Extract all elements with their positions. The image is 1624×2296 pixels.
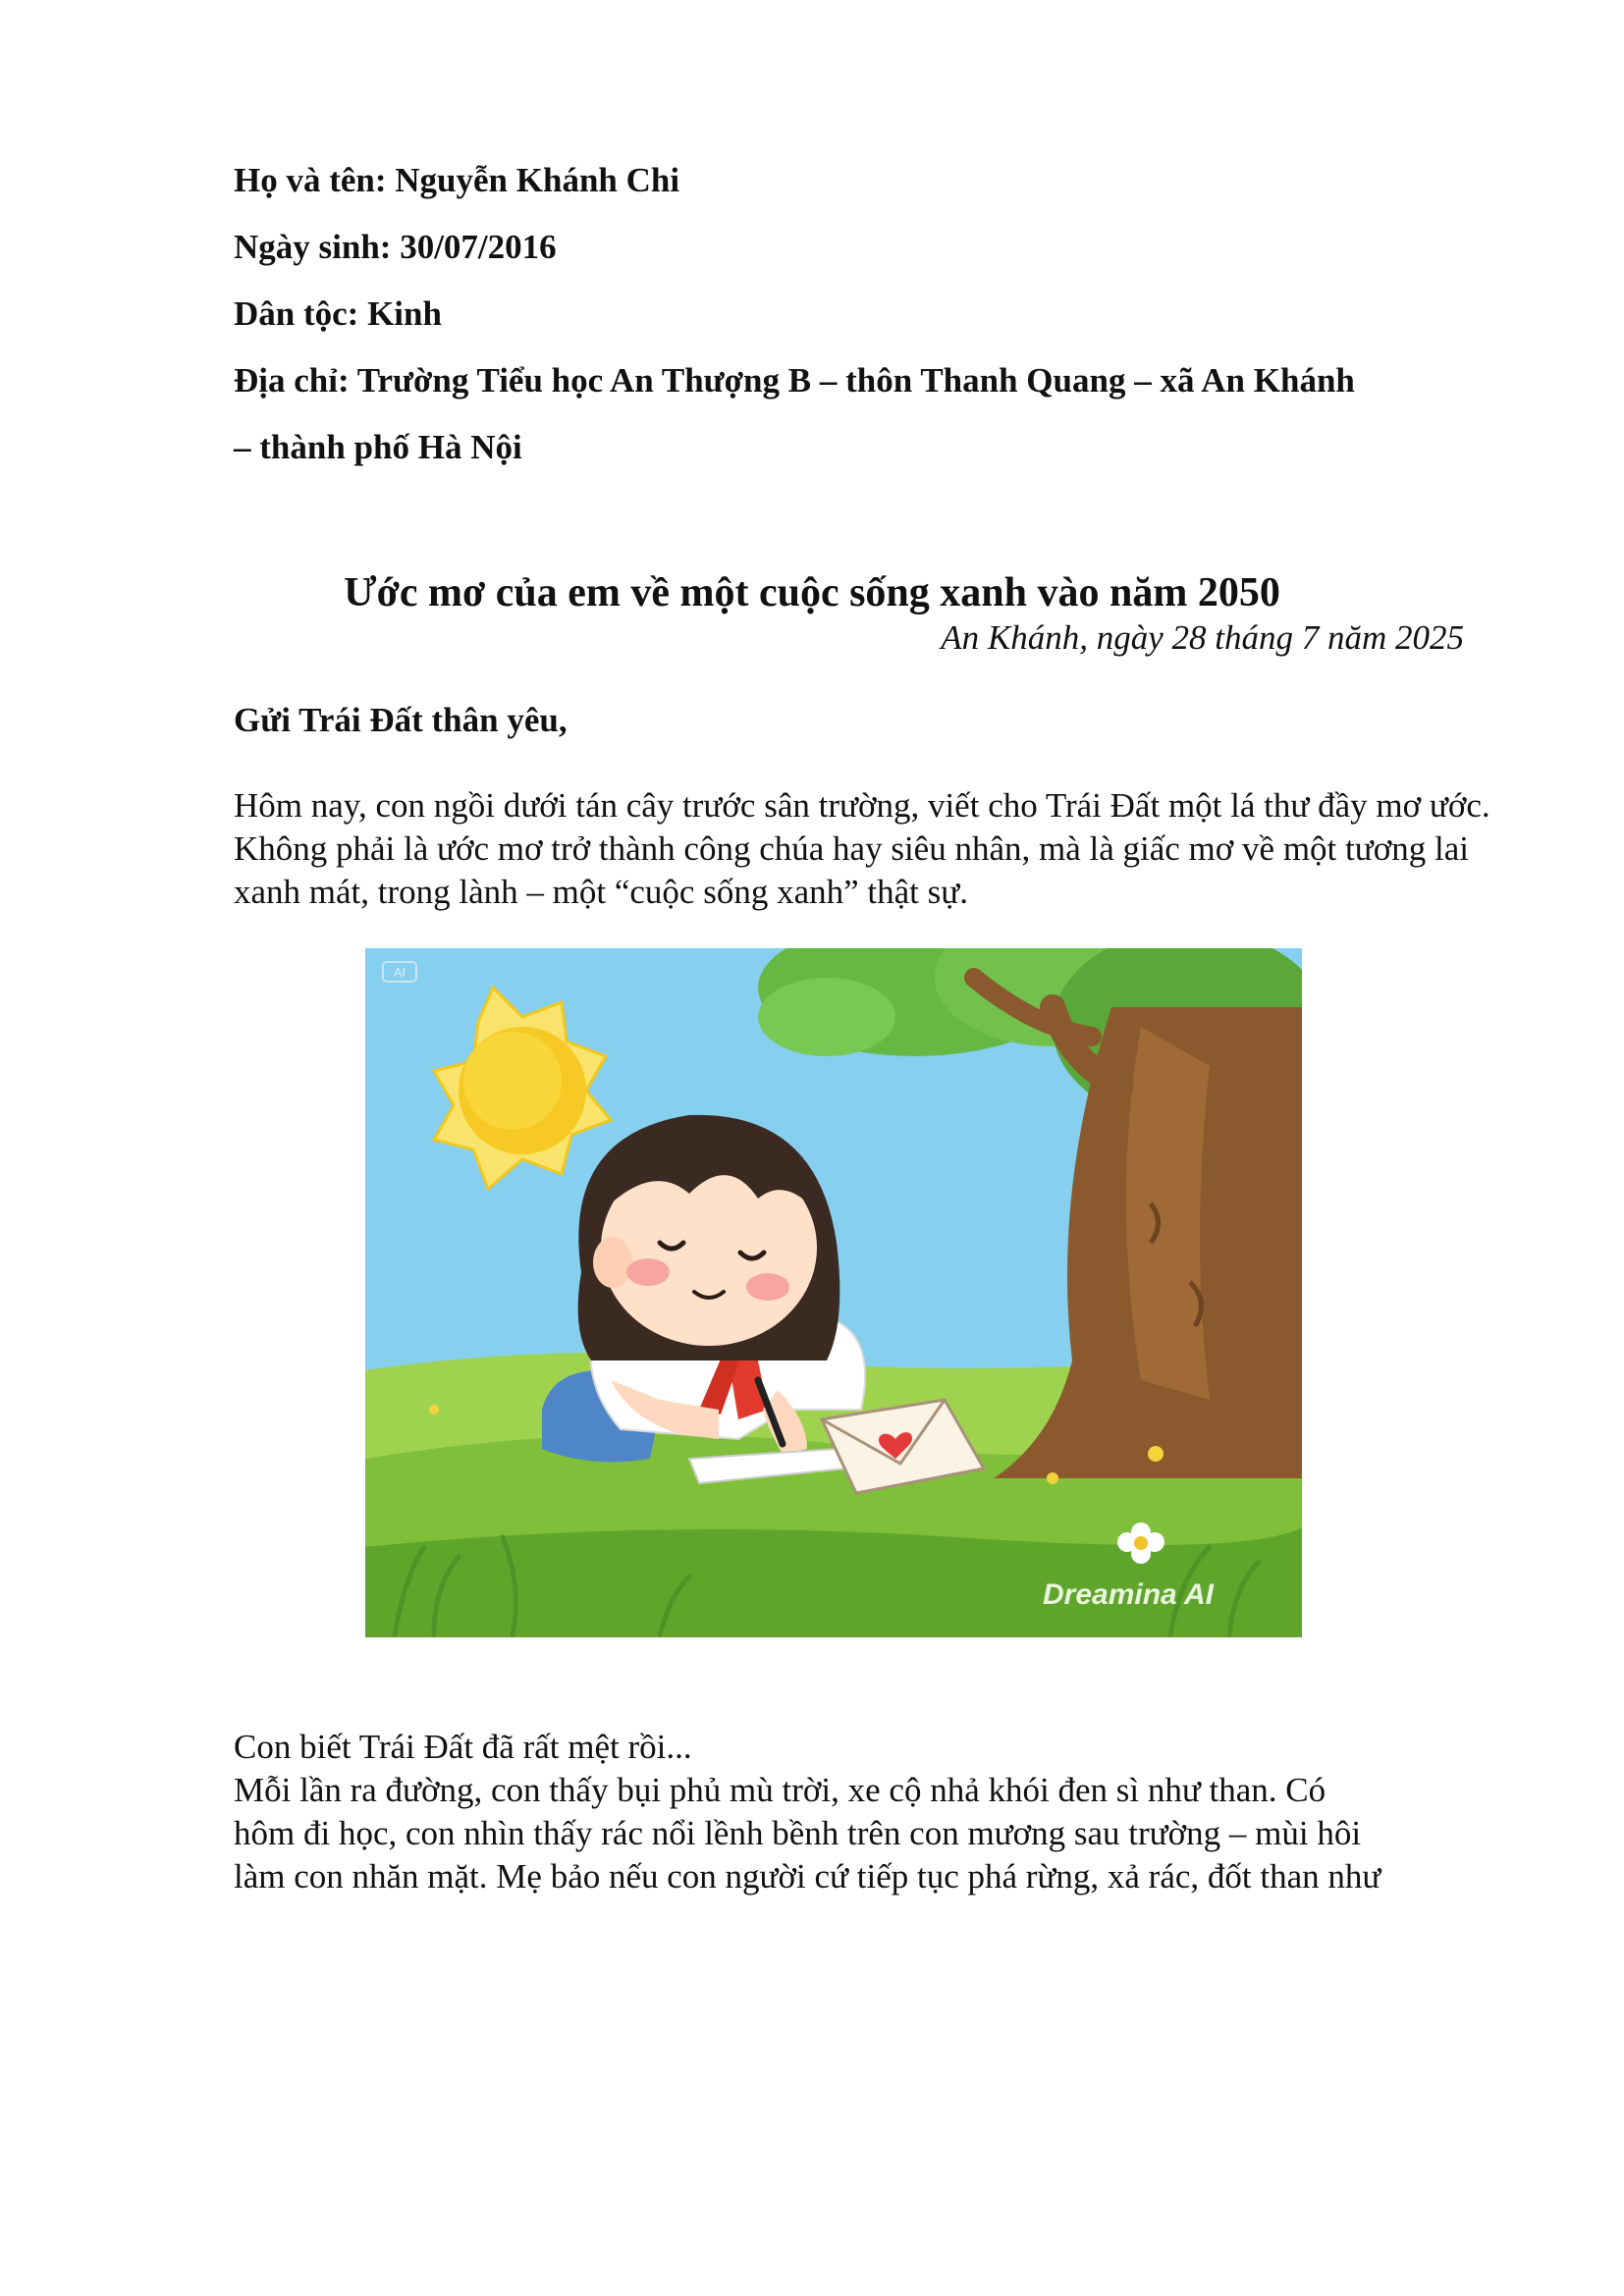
student-info [234,147,1510,481]
paragraph-line: hôm đi học, con nhìn thấy rác nổi lềnh bềnh trên con mương sau trường – mùi hôi [234,1814,1362,1852]
paragraph-line: làm con nhăn mặt. Mẹ bảo nếu con người cứ tiếp tục phá rừng, xả rác, đốt than như [234,1857,1381,1896]
illustration-girl-writing-letter [365,948,1302,1637]
paragraph-line: Con biết Trái Đất đã rất mệt rồi... [234,1728,692,1766]
paragraph-earth-tired [234,1726,1530,1898]
student-birthdate: Ngày sinh: 30/07/2016 [234,228,557,266]
essay-title: Ước mơ của em về một cuộc sống xanh vào năm 2050 [344,570,1280,615]
letter-date: An Khánh, ngày 28 tháng 7 năm 2025 [941,618,1464,657]
paragraph-line: Mỗi lần ra đường, con thấy bụi phủ mù trời, xe cộ nhả khói đen sì như than. Có [234,1771,1326,1809]
student-ethnicity: Dân tộc: Kinh [234,294,442,333]
paragraph-intro: Hôm nay, con ngồi dưới tán cây trước sân trường, viết cho Trái Đất một lá thư đầy mơ ước. Không phải là ước mơ trở thành công chúa hay siêu nhân, mà là giấc mơ về một tương lai xanh mát, trong lành – một “cuộc sống xanh” thật sự. [234,786,1490,911]
student-address-line1: Địa chỉ: Trường Tiểu học An Thượng B – thôn Thanh Quang – xã An Khánh [234,361,1355,400]
student-name: Họ và tên: Nguyễn Khánh Chi [234,161,680,199]
student-address-line2: – thành phố Hà Nội [234,428,522,466]
ai-badge: AI [393,965,406,980]
letter-greeting: Gửi Trái Đất thân yêu, [234,701,568,739]
dreamina-watermark: Dreamina AI [1043,1578,1214,1611]
